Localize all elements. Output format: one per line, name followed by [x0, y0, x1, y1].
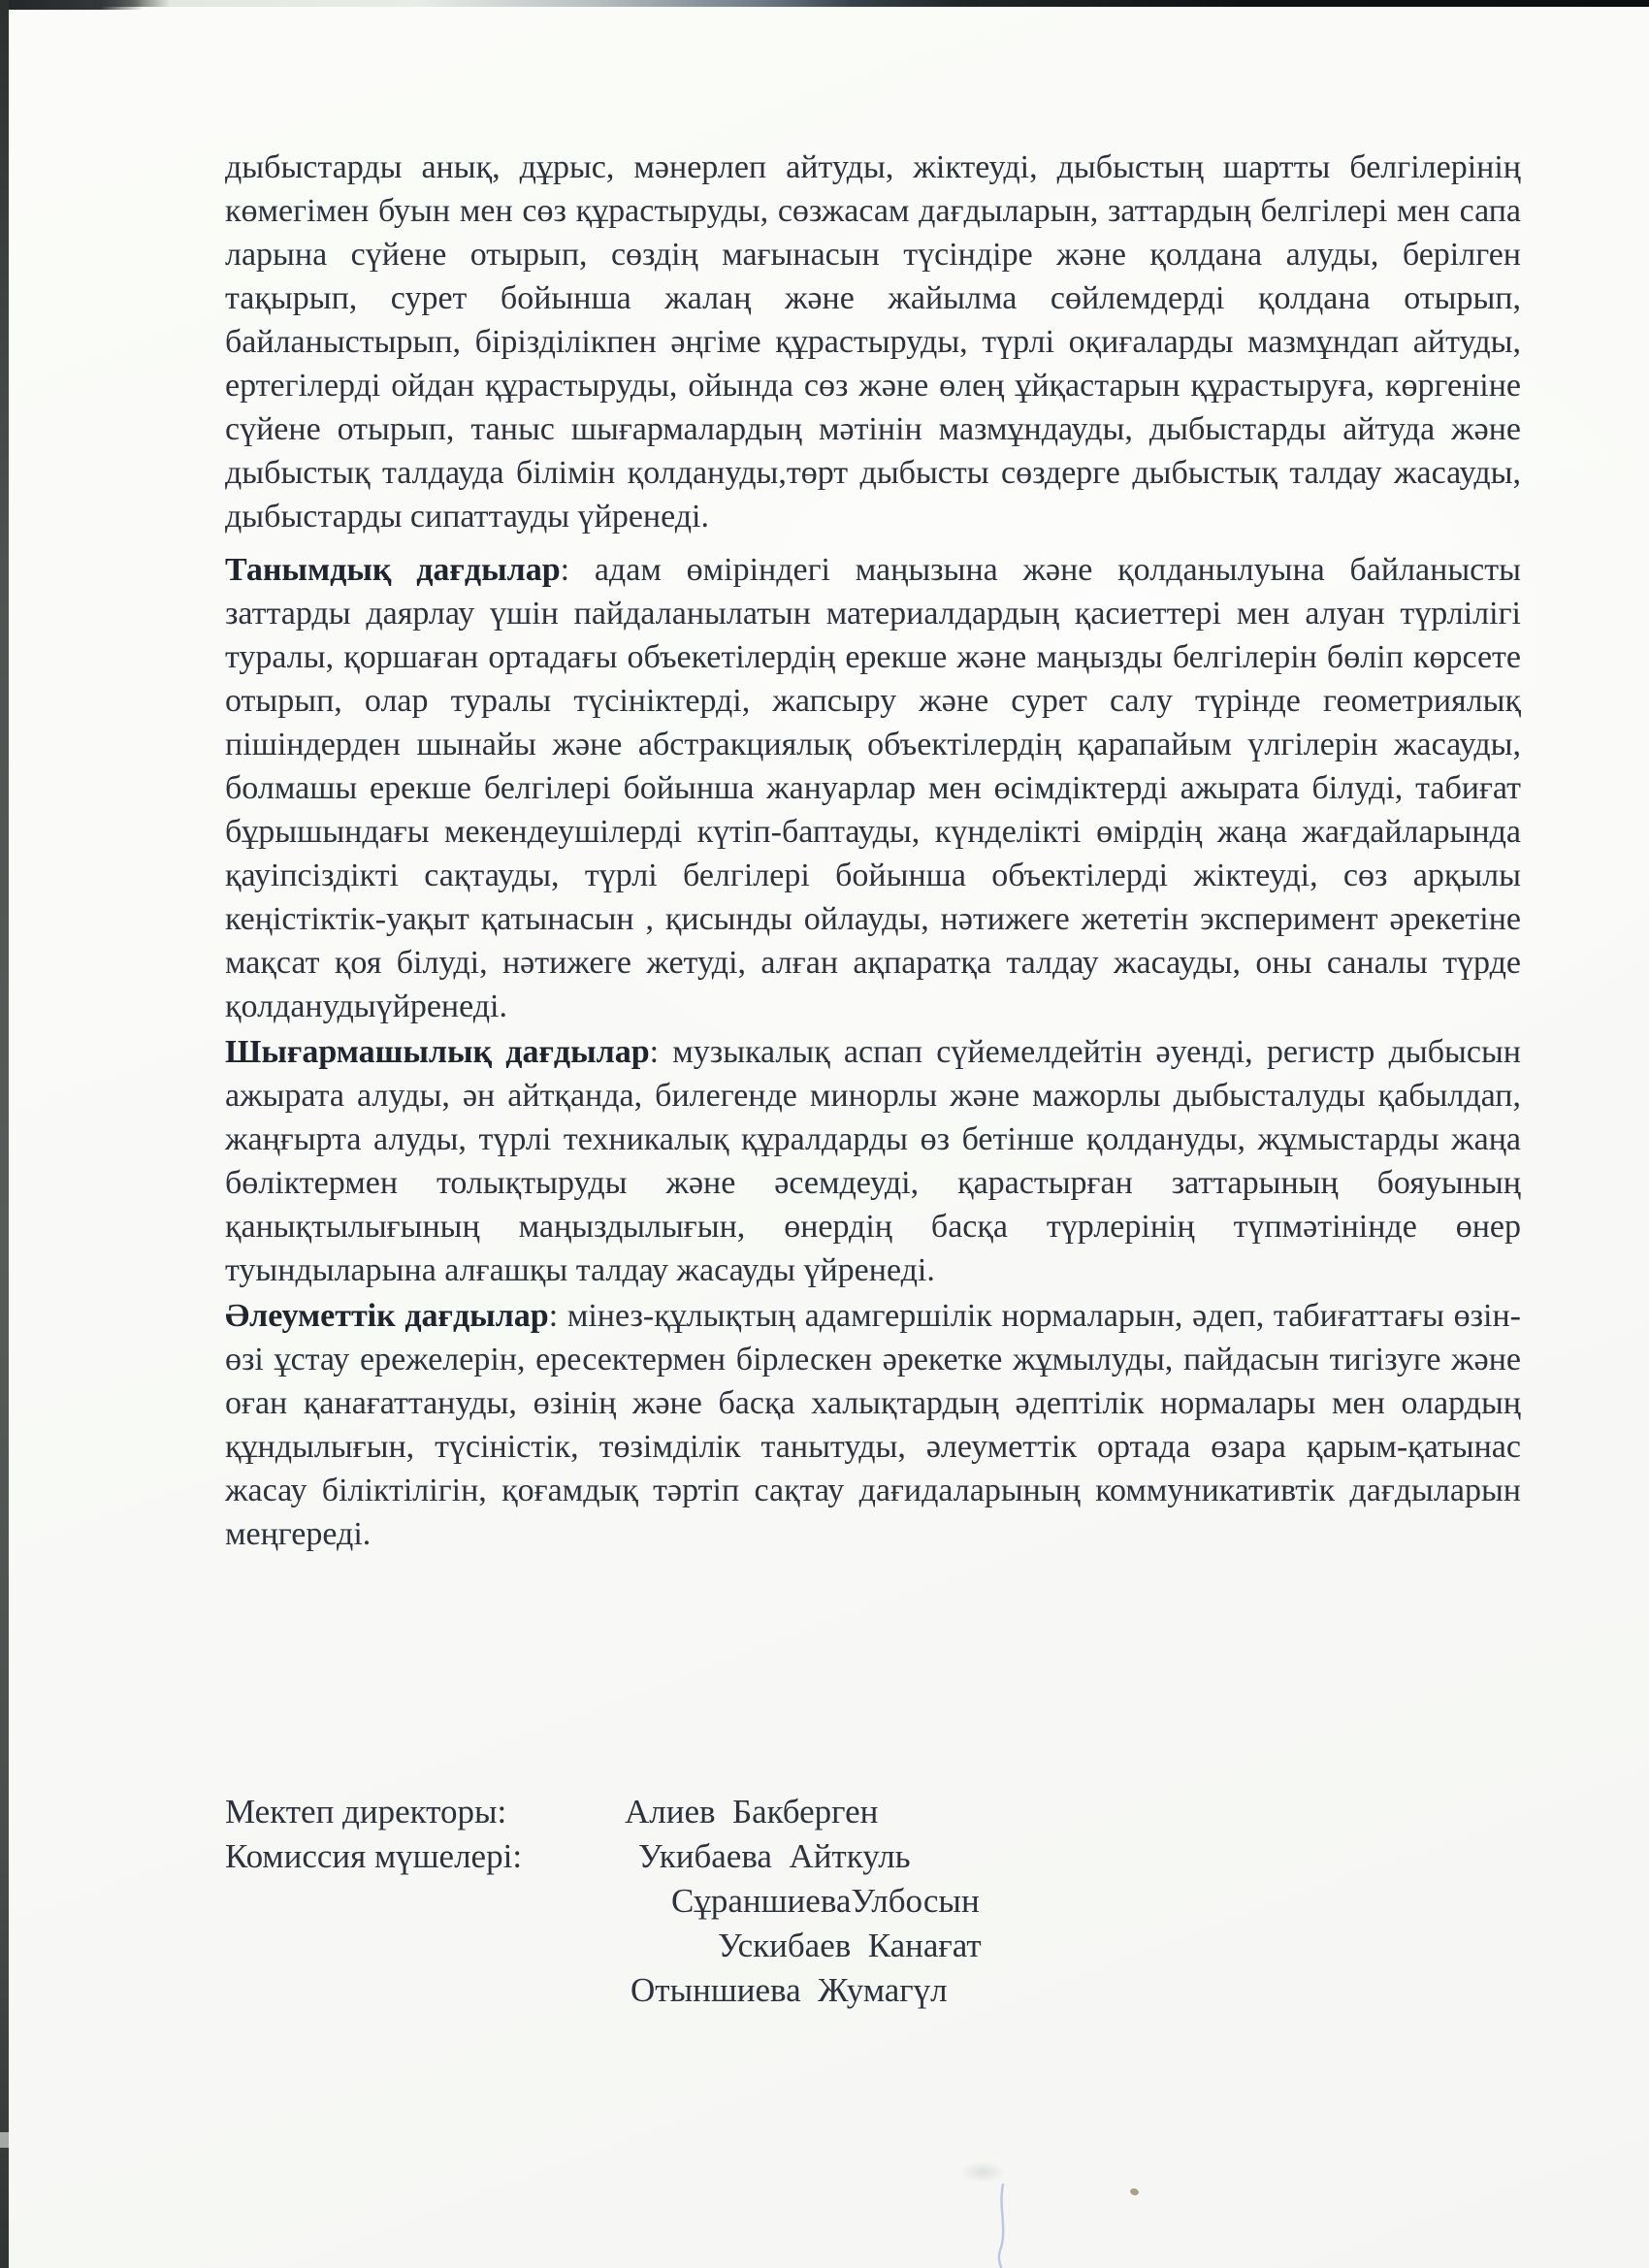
scan-speck — [1129, 2187, 1140, 2197]
signature-label: Комиссия мүшелері: — [225, 1837, 523, 1875]
paragraph-text: : музыкалық аспап сүйемелдейтін әуенді, регистр дыбысын ажырата алуды, ән айтқанда, билегенде минорлы және мажорлы дыбысталуды қабылдап, жаңғырта алуды, түрлі техникалық құралдарды өз бетінше қолдануды, жұмыстарды жаңа бөліктермен толықтыруды және әсемдеуді, қарастырған заттарының бояуының қанықтылығының маңыздылығын, өнердің басқа түрлерінің түпмәтінінде өнер туындыларына алғашқы талдау жасауды үйренеді. — [225, 1034, 1521, 1288]
signature-row — [225, 1790, 982, 1834]
paragraph-lead: Әлеуметтік дағдылар — [225, 1298, 549, 1334]
signature-row — [225, 1834, 982, 1879]
paragraph — [225, 548, 1521, 1028]
signature-row — [225, 1924, 982, 1968]
signature-block — [225, 1790, 982, 2013]
signature-name: Отыншиева Жумагүл — [630, 1971, 948, 2009]
paragraph-text: дыбыстарды анық, дұрыс, мәнерлеп айтуды, жіктеуді, дыбыстың шартты белгілерінің көмегімен буын мен сөз құрастыруды, сөзжасам дағдыларын, заттардың белгілері мен сапа ларына сүйене отырып, сөздің мағынасын түсіндіре және қолдана алуды, берілген тақырып, сурет бойынша жалаң және жайылма сөйлемдерді қолдана отырып, байланыстырып, бірізділікпен әңгіме құрастыруды, түрлі оқиғаларды мазмұндап айтуды, ертегілерді ойдан құрастыруды, ойында сөз және өлең ұйқастарын құрастыруға, көргеніне сүйене отырып, таныс шығармалардың мәтінін мазмұндауды, дыбыстарды айтуда және дыбыстық талдауда білімін қолдануды,төрт дыбысты сөздерге дыбыстық талдау жасауды, дыбыстарды сипаттауды үйренеді. — [225, 149, 1521, 535]
paragraph — [225, 1294, 1521, 1556]
scan-edge-top-left — [0, 0, 144, 10]
document-body — [225, 146, 1521, 1556]
scan-smudge — [960, 2161, 1005, 2183]
signature-row — [225, 1968, 982, 2013]
signature-name: Укибаева Айткуль — [638, 1837, 911, 1875]
paragraph — [225, 1030, 1521, 1292]
signature-label: Мектеп директоры: — [225, 1793, 507, 1831]
scan-edge-top — [0, 0, 1649, 7]
pen-mark — [987, 2183, 1017, 2268]
signature-name: СұраншиеваУлбосын — [671, 1882, 980, 1920]
paragraph-text: : адам өміріндегі маңызына және қолданылуына байланысты заттарды даярлау үшін пайдаланылатын материалдардың қасиеттері мен алуан түрлілігі туралы, қоршаған ортадағы объекетілердің ерекше және маңызды белгілерін бөліп көрсете отырып, олар туралы түсініктерді, жапсыру және сурет салу түрінде геометриялық пішіндерден шынайы және абстракциялық объектілердің қарапайым үлгілерін жасауды, болмашы ерекше белгілері бойынша жануарлар мен өсімдіктерді ажырата білуді, табиғат бұрышындағы мекендеушілерді күтіп-баптауды, күнделікті өмірдің жаңа жағдайларында қауіпсіздікті сақтауды, түрлі белгілері бойынша объектілерді жіктеуді, сөз арқылы кеңістіктік-уақыт қатынасын , қисынды ойлауды, нәтижеге жететін эксперимент әрекетіне мақсат қоя білуді, нәтижеге жетуді, алған ақпаратқа талдау жасауды, оны саналы түрде қолданудыүйренеді. — [225, 552, 1521, 1024]
signature-name: Алиев Бакберген — [625, 1793, 879, 1831]
paragraph-lead: Танымдық дағдылар — [225, 552, 561, 588]
signature-label — [225, 1879, 625, 1924]
signature-name: Ускибаев Канағат — [718, 1927, 982, 1964]
scan-edge-notch — [0, 2132, 9, 2148]
signature-label — [225, 1924, 625, 1968]
paragraph-text: : мінез-құлықтың адамгершілік нормаларын, әдеп, табиғаттағы өзін-өзі ұстау ережелерін, ересектермен бірлескен әрекетке жұмылуды, пайдасын тигізуге және оған қанағаттануды, өзінің және басқа халықтардың әдептілік нормалары мен олардың құндылығын, түсіністік, төзімділік танытуды, әлеуметтік ортада өзара қарым-қатынас жасау біліктілігін, қоғамдық тәртіп сақтау дағидаларының коммуникативтік дағдыларын меңгереді. — [225, 1298, 1522, 1552]
paragraph — [225, 146, 1521, 538]
signature-label — [225, 1968, 625, 2013]
scan-edge-left — [0, 0, 9, 2268]
signature-row — [225, 1879, 982, 1924]
paragraph-lead: Шығармашылық дағдылар — [225, 1034, 650, 1070]
